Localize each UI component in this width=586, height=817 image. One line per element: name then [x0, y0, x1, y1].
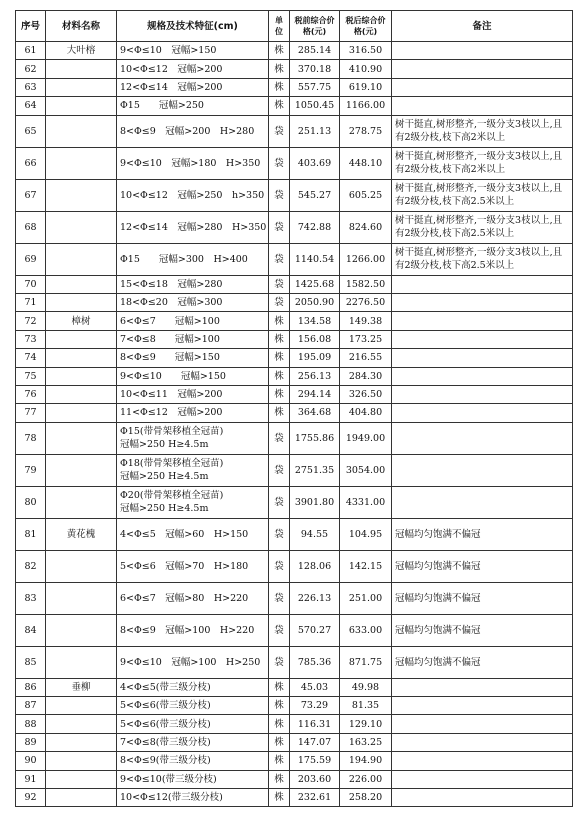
- header-seq: 序号: [16, 11, 46, 42]
- cell-pretax: 134.58: [290, 312, 340, 330]
- cell-name: [46, 330, 117, 348]
- cell-spec: 7<Φ≤8 冠幅>100: [117, 330, 269, 348]
- cell-remark: [392, 733, 573, 751]
- cell-name: [46, 179, 117, 211]
- cell-spec: 18<Φ≤20 冠幅>300: [117, 293, 269, 311]
- cell-unit: 株: [269, 367, 290, 385]
- cell-pretax: 570.27: [290, 614, 340, 646]
- cell-remark: [392, 454, 573, 486]
- cell-pretax: 226.13: [290, 582, 340, 614]
- header-spec: 规格及技术特征(cm): [117, 11, 269, 42]
- cell-spec: 5<Φ≤6 冠幅>70 H>180: [117, 550, 269, 582]
- cell-name: [46, 404, 117, 422]
- cell-remark: 树干挺直,树形整齐,一级分支3枝以上,且有2级分枝,枝下高2.5米以上: [392, 179, 573, 211]
- cell-aftertax: 448.10: [340, 147, 392, 179]
- cell-aftertax: 1266.00: [340, 243, 392, 275]
- header-remark: 备注: [392, 11, 573, 42]
- cell-unit: 株: [269, 312, 290, 330]
- cell-remark: [392, 275, 573, 293]
- cell-spec: 10<Φ≤11 冠幅>200: [117, 385, 269, 403]
- cell-remark: 冠幅均匀饱满不偏冠: [392, 646, 573, 678]
- cell-aftertax: 49.98: [340, 678, 392, 696]
- cell-unit: 袋: [269, 115, 290, 147]
- table-row: [16, 582, 573, 614]
- cell-remark: [392, 330, 573, 348]
- cell-seq: 90: [16, 752, 46, 770]
- cell-name: 大叶榕: [46, 42, 117, 60]
- cell-remark: 树干挺直,树形整齐,一级分支3枝以上,且有2级分枝,枝下高2.5米以上: [392, 243, 573, 275]
- cell-pretax: 1050.45: [290, 97, 340, 115]
- cell-name: 黄花槐: [46, 518, 117, 550]
- cell-aftertax: 410.90: [340, 60, 392, 78]
- cell-spec: 8<Φ≤9 冠幅>200 H>280: [117, 115, 269, 147]
- cell-aftertax: 824.60: [340, 211, 392, 243]
- price-table: [15, 10, 573, 807]
- cell-unit: 株: [269, 60, 290, 78]
- cell-aftertax: 633.00: [340, 614, 392, 646]
- cell-spec: 4<Φ≤5 冠幅>60 H>150: [117, 518, 269, 550]
- cell-name: [46, 60, 117, 78]
- cell-aftertax: 226.00: [340, 770, 392, 788]
- cell-seq: 78: [16, 422, 46, 454]
- cell-name: [46, 422, 117, 454]
- cell-seq: 76: [16, 385, 46, 403]
- cell-unit: 株: [269, 42, 290, 60]
- cell-pretax: 1425.68: [290, 275, 340, 293]
- table-row: [16, 147, 573, 179]
- cell-unit: 株: [269, 697, 290, 715]
- cell-seq: 88: [16, 715, 46, 733]
- cell-name: 垂柳: [46, 678, 117, 696]
- cell-pretax: 557.75: [290, 78, 340, 96]
- cell-spec: 10<Φ≤12 冠幅>200: [117, 60, 269, 78]
- header-aftertax: 税后综合价格(元): [340, 11, 392, 42]
- cell-unit: 株: [269, 678, 290, 696]
- cell-pretax: 256.13: [290, 367, 340, 385]
- cell-spec: 12<Φ≤14 冠幅>200: [117, 78, 269, 96]
- cell-remark: [392, 697, 573, 715]
- table-row: [16, 678, 573, 696]
- cell-unit: 株: [269, 349, 290, 367]
- cell-remark: [392, 78, 573, 96]
- cell-name: [46, 115, 117, 147]
- cell-remark: 冠幅均匀饱满不偏冠: [392, 614, 573, 646]
- table-row: [16, 367, 573, 385]
- cell-name: [46, 78, 117, 96]
- cell-seq: 64: [16, 97, 46, 115]
- cell-spec: 4<Φ≤5(带三级分枝): [117, 678, 269, 696]
- cell-seq: 67: [16, 179, 46, 211]
- cell-aftertax: 404.80: [340, 404, 392, 422]
- cell-pretax: 785.36: [290, 646, 340, 678]
- table-row: [16, 404, 573, 422]
- cell-pretax: 370.18: [290, 60, 340, 78]
- cell-pretax: 3901.80: [290, 486, 340, 518]
- table-row: [16, 385, 573, 403]
- cell-unit: 袋: [269, 147, 290, 179]
- cell-spec: 6<Φ≤7 冠幅>100: [117, 312, 269, 330]
- cell-pretax: 742.88: [290, 211, 340, 243]
- cell-name: [46, 646, 117, 678]
- cell-spec: 5<Φ≤6(带三级分枝): [117, 697, 269, 715]
- table-row: [16, 211, 573, 243]
- table-row: [16, 179, 573, 211]
- cell-name: [46, 385, 117, 403]
- cell-spec: Φ15 冠幅>300 H>400: [117, 243, 269, 275]
- cell-seq: 81: [16, 518, 46, 550]
- cell-spec: 10<Φ≤12(带三级分枝): [117, 789, 269, 807]
- cell-remark: 树干挺直,树形整齐,一级分支3枝以上,且有2级分枝,枝下高2米以上: [392, 115, 573, 147]
- cell-spec: 9<Φ≤10 冠幅>180 H>350: [117, 147, 269, 179]
- header-pretax: 税前综合价格(元): [290, 11, 340, 42]
- cell-unit: 袋: [269, 646, 290, 678]
- cell-aftertax: 142.15: [340, 550, 392, 582]
- cell-pretax: 156.08: [290, 330, 340, 348]
- cell-remark: [392, 293, 573, 311]
- table-row: [16, 454, 573, 486]
- cell-seq: 84: [16, 614, 46, 646]
- table-row: [16, 715, 573, 733]
- cell-aftertax: 258.20: [340, 789, 392, 807]
- cell-unit: 袋: [269, 582, 290, 614]
- cell-seq: 87: [16, 697, 46, 715]
- cell-seq: 77: [16, 404, 46, 422]
- cell-pretax: 545.27: [290, 179, 340, 211]
- cell-pretax: 364.68: [290, 404, 340, 422]
- cell-name: [46, 211, 117, 243]
- cell-spec: 10<Φ≤12 冠幅>250 h>350: [117, 179, 269, 211]
- cell-aftertax: 1166.00: [340, 97, 392, 115]
- cell-remark: [392, 752, 573, 770]
- cell-remark: [392, 42, 573, 60]
- cell-seq: 83: [16, 582, 46, 614]
- cell-spec: 7<Φ≤8(带三级分枝): [117, 733, 269, 751]
- cell-remark: [392, 770, 573, 788]
- cell-pretax: 294.14: [290, 385, 340, 403]
- cell-seq: 79: [16, 454, 46, 486]
- cell-spec: 5<Φ≤6(带三级分枝): [117, 715, 269, 733]
- cell-pretax: 195.09: [290, 349, 340, 367]
- cell-aftertax: 4331.00: [340, 486, 392, 518]
- table-row: [16, 275, 573, 293]
- cell-spec: 9<Φ≤10 冠幅>150: [117, 42, 269, 60]
- table-row: [16, 752, 573, 770]
- cell-name: [46, 715, 117, 733]
- cell-seq: 89: [16, 733, 46, 751]
- cell-seq: 74: [16, 349, 46, 367]
- cell-remark: [392, 486, 573, 518]
- cell-aftertax: 251.00: [340, 582, 392, 614]
- cell-spec: 15<Φ≤18 冠幅>280: [117, 275, 269, 293]
- table-row: [16, 293, 573, 311]
- cell-aftertax: 163.25: [340, 733, 392, 751]
- cell-seq: 85: [16, 646, 46, 678]
- cell-name: [46, 770, 117, 788]
- cell-aftertax: 81.35: [340, 697, 392, 715]
- cell-pretax: 73.29: [290, 697, 340, 715]
- cell-aftertax: 284.30: [340, 367, 392, 385]
- cell-aftertax: 216.55: [340, 349, 392, 367]
- table-row: [16, 60, 573, 78]
- cell-remark: 冠幅均匀饱满不偏冠: [392, 550, 573, 582]
- cell-seq: 80: [16, 486, 46, 518]
- cell-seq: 62: [16, 60, 46, 78]
- cell-unit: 袋: [269, 550, 290, 582]
- cell-seq: 71: [16, 293, 46, 311]
- cell-name: [46, 697, 117, 715]
- cell-unit: 袋: [269, 293, 290, 311]
- cell-remark: 冠幅均匀饱满不偏冠: [392, 582, 573, 614]
- table-row: [16, 42, 573, 60]
- cell-name: [46, 367, 117, 385]
- header-unit: 单位: [269, 11, 290, 42]
- cell-pretax: 128.06: [290, 550, 340, 582]
- cell-seq: 69: [16, 243, 46, 275]
- cell-pretax: 203.60: [290, 770, 340, 788]
- cell-pretax: 2751.35: [290, 454, 340, 486]
- cell-pretax: 232.61: [290, 789, 340, 807]
- table-row: [16, 733, 573, 751]
- cell-seq: 82: [16, 550, 46, 582]
- cell-spec: 12<Φ≤14 冠幅>280 H>350: [117, 211, 269, 243]
- cell-name: [46, 582, 117, 614]
- cell-seq: 66: [16, 147, 46, 179]
- table-row: [16, 78, 573, 96]
- cell-aftertax: 173.25: [340, 330, 392, 348]
- cell-unit: 株: [269, 770, 290, 788]
- table-row: [16, 312, 573, 330]
- cell-unit: 株: [269, 715, 290, 733]
- cell-unit: 株: [269, 733, 290, 751]
- cell-spec: 8<Φ≤9(带三级分枝): [117, 752, 269, 770]
- table-row: [16, 330, 573, 348]
- cell-remark: [392, 678, 573, 696]
- cell-unit: 袋: [269, 518, 290, 550]
- cell-aftertax: 194.90: [340, 752, 392, 770]
- cell-remark: [392, 404, 573, 422]
- cell-name: [46, 147, 117, 179]
- cell-unit: 袋: [269, 211, 290, 243]
- cell-spec: Φ18(带骨架移植全冠苗) 冠幅>250 H≥4.5m: [117, 454, 269, 486]
- cell-pretax: 147.07: [290, 733, 340, 751]
- cell-seq: 72: [16, 312, 46, 330]
- cell-unit: 株: [269, 97, 290, 115]
- cell-seq: 61: [16, 42, 46, 60]
- table-row: [16, 646, 573, 678]
- cell-spec: 8<Φ≤9 冠幅>150: [117, 349, 269, 367]
- table-row: [16, 349, 573, 367]
- cell-name: [46, 293, 117, 311]
- cell-aftertax: 104.95: [340, 518, 392, 550]
- header-name: 材料名称: [46, 11, 117, 42]
- cell-pretax: 116.31: [290, 715, 340, 733]
- cell-name: [46, 486, 117, 518]
- cell-pretax: 1140.54: [290, 243, 340, 275]
- table-row: [16, 243, 573, 275]
- cell-name: [46, 97, 117, 115]
- cell-name: [46, 789, 117, 807]
- cell-remark: [392, 789, 573, 807]
- cell-pretax: 45.03: [290, 678, 340, 696]
- cell-seq: 75: [16, 367, 46, 385]
- cell-aftertax: 129.10: [340, 715, 392, 733]
- cell-unit: 株: [269, 330, 290, 348]
- cell-pretax: 175.59: [290, 752, 340, 770]
- cell-name: [46, 349, 117, 367]
- cell-unit: 株: [269, 789, 290, 807]
- cell-unit: 株: [269, 78, 290, 96]
- cell-remark: [392, 385, 573, 403]
- cell-pretax: 251.13: [290, 115, 340, 147]
- cell-name: [46, 733, 117, 751]
- cell-unit: 袋: [269, 454, 290, 486]
- cell-remark: 树干挺直,树形整齐,一级分支3枝以上,且有2级分枝,枝下高2米以上: [392, 147, 573, 179]
- cell-seq: 86: [16, 678, 46, 696]
- cell-spec: 9<Φ≤10 冠幅>100 H>250: [117, 646, 269, 678]
- table-row: [16, 550, 573, 582]
- cell-name: [46, 614, 117, 646]
- cell-unit: 袋: [269, 243, 290, 275]
- cell-seq: 63: [16, 78, 46, 96]
- cell-spec: Φ20(带骨架移植全冠苗) 冠幅>250 H≥4.5m: [117, 486, 269, 518]
- cell-aftertax: 278.75: [340, 115, 392, 147]
- cell-spec: 8<Φ≤9 冠幅>100 H>220: [117, 614, 269, 646]
- cell-aftertax: 871.75: [340, 646, 392, 678]
- table-row: [16, 770, 573, 788]
- table-row: [16, 422, 573, 454]
- cell-name: [46, 275, 117, 293]
- cell-pretax: 1755.86: [290, 422, 340, 454]
- table-header: [16, 11, 573, 42]
- cell-unit: 袋: [269, 486, 290, 518]
- cell-unit: 袋: [269, 275, 290, 293]
- cell-remark: 树干挺直,树形整齐,一级分支3枝以上,且有2级分枝,枝下高2.5米以上: [392, 211, 573, 243]
- cell-spec: 6<Φ≤7 冠幅>80 H>220: [117, 582, 269, 614]
- cell-aftertax: 1949.00: [340, 422, 392, 454]
- cell-spec: Φ15(带骨架移植全冠苗) 冠幅>250 H≥4.5m: [117, 422, 269, 454]
- cell-aftertax: 326.50: [340, 385, 392, 403]
- cell-unit: 袋: [269, 614, 290, 646]
- cell-seq: 92: [16, 789, 46, 807]
- table-row: [16, 115, 573, 147]
- cell-spec: 9<Φ≤10(带三级分枝): [117, 770, 269, 788]
- cell-seq: 70: [16, 275, 46, 293]
- cell-pretax: 285.14: [290, 42, 340, 60]
- cell-pretax: 94.55: [290, 518, 340, 550]
- table-body: [16, 42, 573, 807]
- cell-seq: 73: [16, 330, 46, 348]
- cell-seq: 68: [16, 211, 46, 243]
- cell-remark: 冠幅均匀饱满不偏冠: [392, 518, 573, 550]
- table-row: [16, 97, 573, 115]
- cell-remark: [392, 715, 573, 733]
- cell-spec: 11<Φ≤12 冠幅>200: [117, 404, 269, 422]
- cell-name: [46, 550, 117, 582]
- cell-spec: 9<Φ≤10 冠幅>150: [117, 367, 269, 385]
- cell-aftertax: 149.38: [340, 312, 392, 330]
- cell-name: 樟树: [46, 312, 117, 330]
- table-row: [16, 614, 573, 646]
- cell-aftertax: 3054.00: [340, 454, 392, 486]
- cell-aftertax: 2276.50: [340, 293, 392, 311]
- cell-pretax: 403.69: [290, 147, 340, 179]
- cell-name: [46, 752, 117, 770]
- cell-unit: 袋: [269, 179, 290, 211]
- cell-name: [46, 243, 117, 275]
- cell-unit: 袋: [269, 422, 290, 454]
- cell-spec: Φ15 冠幅>250: [117, 97, 269, 115]
- cell-remark: [392, 367, 573, 385]
- cell-unit: 株: [269, 752, 290, 770]
- table-row: [16, 486, 573, 518]
- table-row: [16, 518, 573, 550]
- cell-aftertax: 619.10: [340, 78, 392, 96]
- cell-seq: 91: [16, 770, 46, 788]
- cell-unit: 株: [269, 404, 290, 422]
- cell-aftertax: 605.25: [340, 179, 392, 211]
- cell-name: [46, 454, 117, 486]
- cell-aftertax: 316.50: [340, 42, 392, 60]
- cell-seq: 65: [16, 115, 46, 147]
- table-row: [16, 789, 573, 807]
- cell-remark: [392, 349, 573, 367]
- cell-pretax: 2050.90: [290, 293, 340, 311]
- cell-remark: [392, 422, 573, 454]
- cell-remark: [392, 312, 573, 330]
- table-row: [16, 697, 573, 715]
- cell-remark: [392, 97, 573, 115]
- cell-unit: 株: [269, 385, 290, 403]
- cell-aftertax: 1582.50: [340, 275, 392, 293]
- cell-remark: [392, 60, 573, 78]
